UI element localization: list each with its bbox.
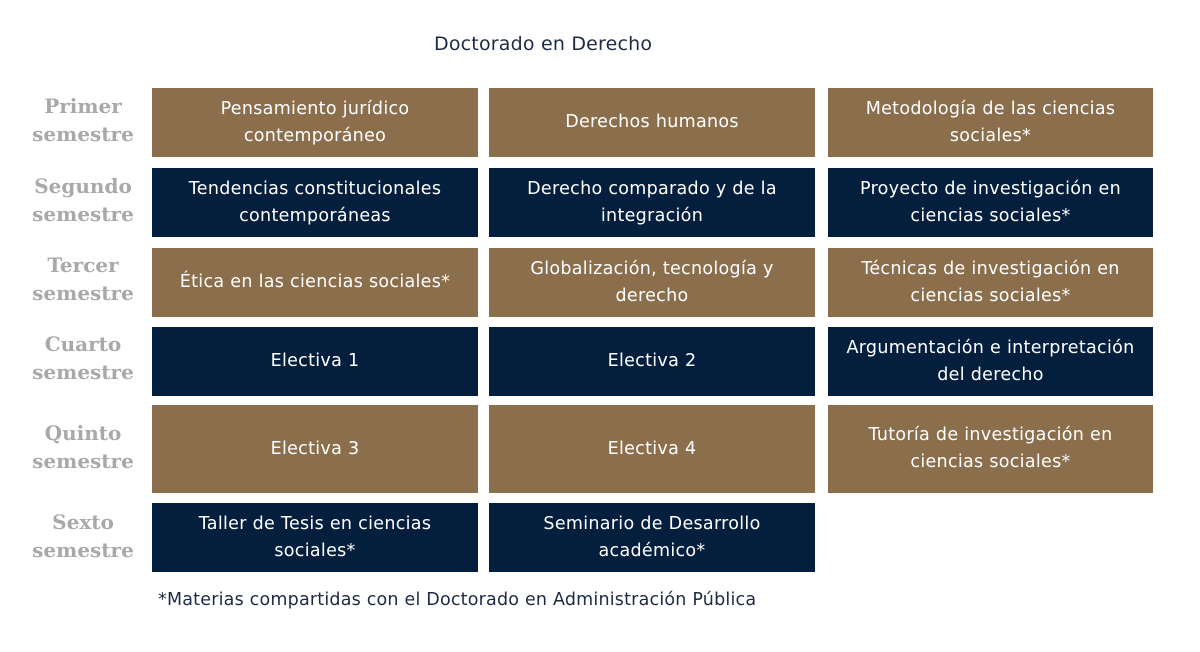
semester-label-1: Primer semestre: [32, 94, 134, 146]
semester-label-4: Cuarto semestre: [32, 332, 134, 384]
course-box: Globalización, tecnología y derecho: [489, 248, 815, 317]
course-box: Derecho comparado y de la integración: [489, 168, 815, 237]
semester-label-6: Sexto semestre: [32, 510, 134, 562]
course-box: Argumentación e interpretación del derecho: [828, 327, 1153, 396]
course-box: Derechos humanos: [489, 88, 815, 157]
course-box: Proyecto de investigación en ciencias sociales*: [828, 168, 1153, 237]
course-box: Pensamiento jurídico contemporáneo: [152, 88, 478, 157]
semester-label-3: Tercer semestre: [32, 253, 134, 305]
course-box: Electiva 3: [152, 405, 478, 493]
course-box: Metodología de las ciencias sociales*: [828, 88, 1153, 157]
course-box: Tutoría de investigación en ciencias sociales*: [828, 405, 1153, 493]
course-box: Electiva 1: [152, 327, 478, 396]
footnote: *Materias compartidas con el Doctorado en Administración Pública: [158, 590, 757, 610]
course-box: Tendencias constitucionales contemporáneas: [152, 168, 478, 237]
semester-label-5: Quinto semestre: [32, 421, 134, 473]
page-title: Doctorado en Derecho: [434, 33, 653, 55]
semester-label-2: Segundo semestre: [32, 174, 134, 226]
course-box: Electiva 4: [489, 405, 815, 493]
course-box: Seminario de Desarrollo académico*: [489, 503, 815, 572]
course-box: Electiva 2: [489, 327, 815, 396]
course-box: Ética en las ciencias sociales*: [152, 248, 478, 317]
course-box: Taller de Tesis en ciencias sociales*: [152, 503, 478, 572]
course-box: Técnicas de investigación en ciencias sociales*: [828, 248, 1153, 317]
